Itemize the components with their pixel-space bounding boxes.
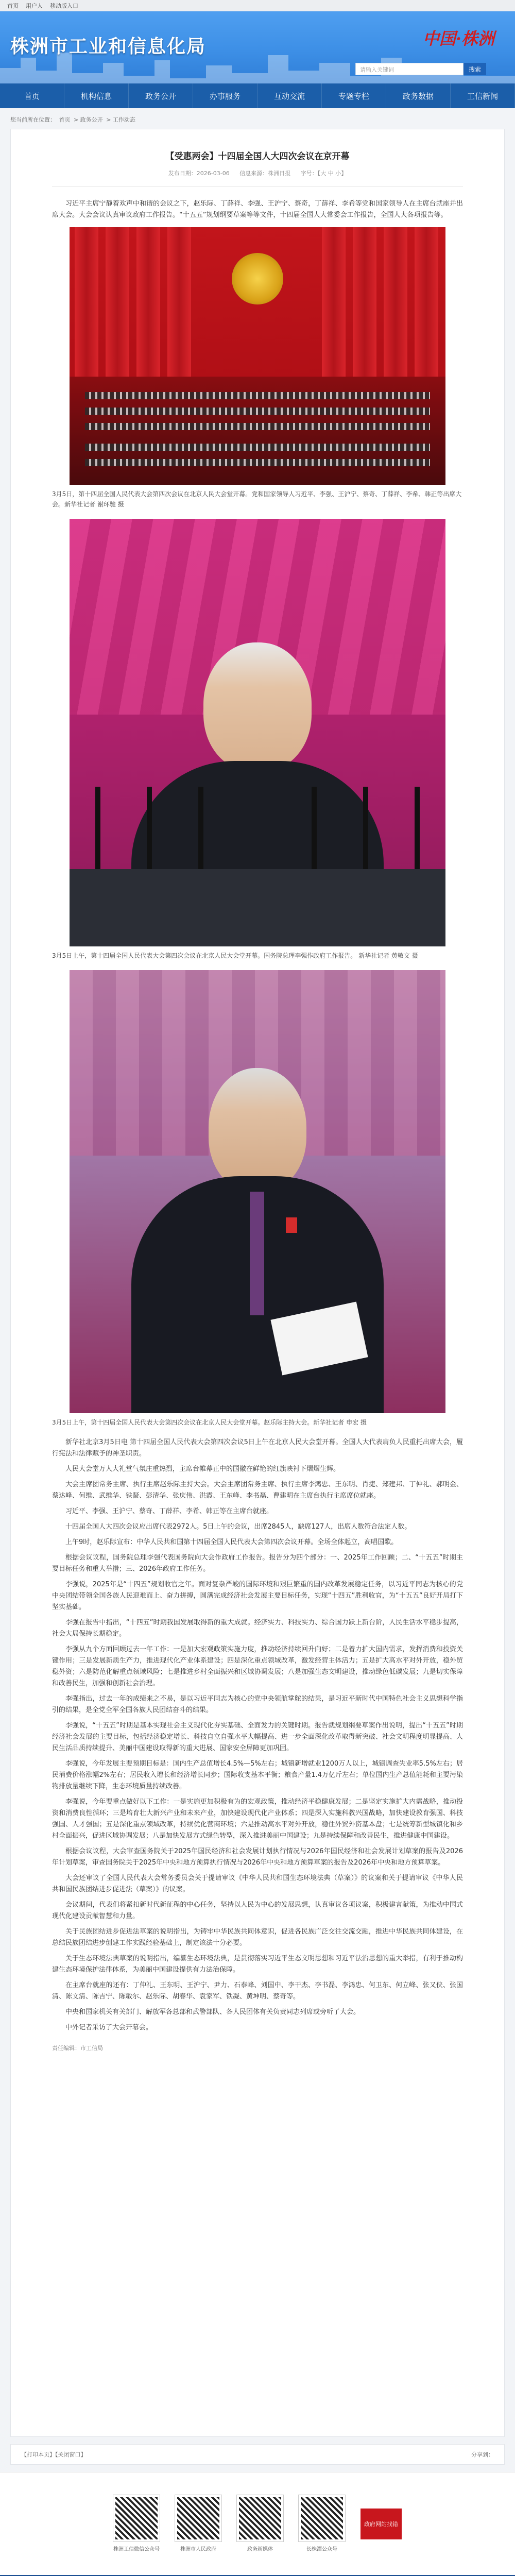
article-paragraph: 十四届全国人大四次会议应出席代表2972人。5日上午的会议，出席2845人，缺席127人，出席人数符合法定人数。 — [65, 1523, 411, 1531]
qr-label: 长株潭公众号 — [306, 2547, 337, 2552]
nav-item-data[interactable]: 政务数据 — [386, 83, 451, 108]
article-paragraph: 李强说，2025年是“十四五”规划收官之年。面对复杂严峻的国际环境和艰巨繁重的国内改革发展稳定任务，以习近平同志为核心的党中央团结带领全国各族人民迎难而上、奋力拼搏，圆满完成经济社会发展主要目标任务，实现“十四五”胜利收官，为“十五五”良好开局打下坚实基础。 — [52, 1581, 463, 1611]
article-intro: 习近平主席宁静着欢声中和谐的会议之下，赵乐际、丁薛祥、李强、王沪宁、蔡奇，丁薛祥、李希等党和国家领导人在主席台就座并出席大会。大会会议认真审议政府工作报告。“十五五”规划纲要草案等等文件，十四届全国人大常委会工作报告，全国人大各项报告等。 — [52, 200, 463, 219]
qr-label: 株洲市人民政府 — [180, 2547, 216, 2552]
article-paragraph: 中外记者采访了大会开幕会。 — [65, 2024, 153, 2031]
error-report-badge[interactable]: 政府网站找错 — [360, 2509, 402, 2539]
nav-item-services[interactable]: 办事服务 — [193, 83, 258, 108]
breadcrumb-public[interactable]: 政务公开 — [80, 116, 103, 123]
national-emblem-icon — [232, 253, 283, 304]
qr-item — [299, 2495, 345, 2552]
article-paragraph: 人民大会堂万人大礼堂气氛庄重热烈，主席台帷幕正中的国徽在鲜艳的红旗映衬下熠熠生辉。 — [65, 1465, 340, 1473]
article-paragraph: 李强从九个方面回顾过去一年工作：一是加大宏观政策实施力度，推动经济持续回升向好；二是着力扩大国内需求，发挥消费和投资关键作用；三是发展新质生产力，推进现代化产业体系建设；四是深化重点领域改革，激发经营主体活力；五是扩大高水平对外开放，稳外贸稳外资；六是防范化解重点领域风险；七是推进乡村全面振兴和区域协调发展；八是加强生态文明建设，推动绿色低碳发展；九是切实保障和改善民生，加强和创新社会治理。 — [52, 1646, 463, 1687]
article-paragraph: 关于民族团结进步促进法草案的说明指出，为铸牢中华民族共同体意识，促进各民族广泛交往交流交融，推进中华民族共同体建设，在总结民族团结进步创建工作实践经验基础上，制定该法十分必要。 — [52, 1928, 463, 1947]
photo-plenary-hall — [70, 227, 445, 485]
article-paragraph: 中央和国家机关有关部门、解放军各总部和武警部队、各人民团体有关负责同志列席或旁听了大会。 — [65, 2008, 360, 2016]
photo-caption: 3月5日上午，第十四届全国人民代表大会第四次会议在北京人民大会堂开幕。赵乐际主持大会。新华社记者 申宏 摄 — [52, 1419, 367, 1426]
breadcrumb-home[interactable]: 首页 — [59, 116, 71, 123]
article-paragraph: 会议期间，代表们将紧扣新时代新征程的中心任务，坚持以人民为中心的发展思想，认真审议各项议案，积极建言献策，为推动中国式现代化建设贡献智慧和力量。 — [52, 1901, 463, 1920]
font-size-control[interactable]: 字号：【大 中 小】 — [300, 170, 347, 177]
article-title: 【受惠两会】十四届全国人大四次会议在京开幕 — [165, 151, 350, 162]
article-panel — [10, 129, 505, 2437]
nav-item-interaction[interactable]: 互动交流 — [258, 83, 322, 108]
top-utility-bar — [0, 0, 515, 11]
article-paragraph: 大会还审议了全国人民代表大会常务委员会关于提请审议《中华人民共和国生态环境法典（草案）》的议案和关于提请审议《中华人民共和国民族团结进步促进法（草案）》的议案。 — [52, 1874, 463, 1893]
site-title: 株洲市工业和信息化局 — [10, 36, 207, 57]
breadcrumb-label: 您当前所在位置： — [10, 116, 56, 123]
main-nav — [0, 83, 515, 108]
search-input[interactable]: 请输入关键词 — [355, 63, 464, 75]
site-banner — [0, 11, 515, 83]
qr-code-icon — [299, 2495, 345, 2541]
qr-item — [237, 2495, 283, 2552]
article-paragraph: 关于生态环境法典草案的说明指出，编纂生态环境法典，是贯彻落实习近平生态文明思想和习近平法治思想的重大举措，有利于推动构建生态环境保护法律体系，为美丽中国建设提供有力法治保障。 — [52, 1955, 463, 1974]
breadcrumb: 您当前所在位置： 首页 > 政务公开 > 工作动态 — [10, 116, 135, 123]
photo-speaker-report — [70, 519, 445, 946]
topbar-link-user[interactable]: 用户人 — [26, 2, 43, 9]
city-brand-logo: 中国·株洲 — [422, 29, 494, 48]
article-paragraph: 李强说，今年发展主要预期目标是：国内生产总值增长4.5%—5%左右；城镇新增就业1200万人以上，城镇调查失业率5.5%左右；居民消费价格涨幅2%左右；居民收入增长和经济增长同步；国际收支基本平衡；粮食产量1.4万亿斤左右；单位国内生产总值能耗和主要污染物排放量继续下降，生态环境质量持续改善。 — [52, 1760, 463, 1790]
article-paragraph: 李强指出，过去一年的成绩来之不易，是以习近平同志为核心的党中央领航掌舵的结果，是习近平新时代中国特色社会主义思想科学指引的结果，是全党全军全国各族人民团结奋斗的结果。 — [52, 1695, 463, 1714]
topbar-link-mobile[interactable]: 移动版入口 — [50, 2, 78, 9]
breadcrumb-current[interactable]: 工作动态 — [112, 116, 135, 123]
article-paragraph: 在主席台就座的还有：丁仲礼、王东明、王沪宁、尹力、石泰峰、刘国中、李干杰、李书磊、李鸿忠、何卫东、何立峰、张又侠、张国清、陈文清、陈吉宁、陈敏尔、赵乐际、胡春华、袁家军、铁凝、黄坤明、蔡奇等。 — [52, 1981, 463, 2001]
article-tools — [10, 2444, 505, 2465]
article-editor: 责任编辑：市工信局 — [52, 2045, 103, 2052]
article-paragraph: 李强说，“十五五”时期是基本实现社会主义现代化夯实基础、全面发力的关键时期。报告就规划纲要草案作出说明，提出“十五五”时期经济社会发展的主要目标，包括经济稳定增长、科技自立自强水平大幅提高、进一步全面深化改革取得新突破、社会文明程度明显提高、人民生活品质持续提升、美丽中国建设取得新的重大进展、国家安全屏障更加巩固。 — [52, 1722, 463, 1752]
search-button[interactable]: 搜索 — [464, 63, 486, 75]
topbar-link-home[interactable]: 首页 — [7, 2, 19, 9]
photo-caption: 3月5日上午，第十四届全国人民代表大会第四次会议在北京人民大会堂开幕。国务院总理李强作政府工作报告。 新华社记者 黄敬文 摄 — [52, 952, 418, 959]
nav-item-news[interactable]: 工信新闻 — [451, 83, 515, 108]
qr-item — [175, 2495, 221, 2552]
article-paragraph: 李强说，今年要重点做好以下工作：一是实施更加积极有为的宏观政策，推动经济平稳健康发展；二是坚定实施扩大内需战略，推动投资和消费良性循环；三是培育壮大新兴产业和未来产业，加快建设现代化产业体系；四是深入实施科教兴国战略，加快建设教育强国、科技强国、人才强国；五是深化重点领域改革，持续优化营商环境；六是推动高水平对外开放，稳住外贸外资基本盘；七是统筹新型城镇化和乡村全面振兴，促进区域协调发展；八是加快发展方式绿色转型，深入推进美丽中国建设；九是持续保障和改善民生，推进健康中国建设。 — [52, 1798, 463, 1840]
nav-item-public[interactable]: 政务公开 — [129, 83, 193, 108]
print-close-links[interactable]: 【打印本页】【关闭窗口】 — [21, 2451, 87, 2458]
article-paragraph: 李强在报告中指出，“十四五”时期我国发展取得新的重大成就。经济实力、科技实力、综合国力跃上新台阶，人民生活水平稳步提高，社会大局保持长期稳定。 — [52, 1619, 463, 1638]
source: 信息来源：株洲日报 — [239, 170, 291, 177]
photo-presiding-chair — [70, 970, 445, 1413]
article-paragraph: 大会主席团常务主席、执行主席赵乐际主持大会。大会主席团常务主席、执行主席李鸿忠、王东明、肖捷、郑建邦、丁仲礼、郝明金、蔡达峰、何维、武维华、铁凝、彭清华、张庆伟、洪霞、王东峰、李书磊、曹建明在主席台执行主席席位就座。 — [52, 1481, 463, 1500]
article-paragraph: 上午9时，赵乐际宣布：中华人民共和国第十四届全国人民代表大会第四次会议开幕。全场全体起立，高唱国歌。 — [65, 1538, 398, 1546]
publish-date: 发布日期：2026-03-06 — [168, 170, 230, 177]
qr-label: 政务新媒体 — [247, 2547, 273, 2552]
article-paragraph: 根据会议议程，国务院总理李强代表国务院向大会作政府工作报告。报告分为四个部分：一、2025年工作回顾；二、“十五五”时期主要目标任务和重大举措；三、2026年政府工作任务。 — [52, 1554, 463, 1573]
qr-code-icon — [175, 2495, 221, 2541]
photo-caption: 3月5日，第十四届全国人民代表大会第四次会议在北京人民大会堂开幕。党和国家领导人习近平、李强、王沪宁、蔡奇、丁薛祥、李希、韩正等出席大会。新华社记者 谢环驰 摄 — [52, 490, 462, 508]
site-search — [355, 63, 486, 75]
nav-item-home[interactable]: 首页 — [0, 83, 64, 108]
qr-item — [113, 2495, 160, 2552]
share-label: 分享到： — [471, 2451, 494, 2458]
article-paragraph: 根据会议议程，大会审查国务院关于2025年国民经济和社会发展计划执行情况与2026年国民经济和社会发展计划草案的报告及2026年计划草案，审查国务院关于2025年中央和地方预算执行情况与2026年中央和地方预算草案的报告及2026年中央和地方预算草案。 — [52, 1848, 463, 1867]
nav-item-org[interactable]: 机构信息 — [64, 83, 129, 108]
article-paragraph: 新华社北京3月5日电 第十四届全国人民代表大会第四次会议5日上午在北京人民大会堂开幕。全国人大代表肩负人民重托出席大会，履行宪法和法律赋予的神圣职责。 — [52, 1438, 463, 1458]
footer-qr-row — [0, 2472, 515, 2575]
article-paragraph: 习近平、李强、王沪宁、蔡奇、丁薛祥、李希、韩正等在主席台就座。 — [65, 1507, 273, 1515]
nav-item-topics[interactable]: 专题专栏 — [322, 83, 386, 108]
qr-code-icon — [237, 2495, 283, 2541]
qr-label: 株洲工信微信公众号 — [113, 2547, 160, 2552]
article-meta — [52, 169, 463, 187]
qr-code-icon — [113, 2495, 160, 2541]
